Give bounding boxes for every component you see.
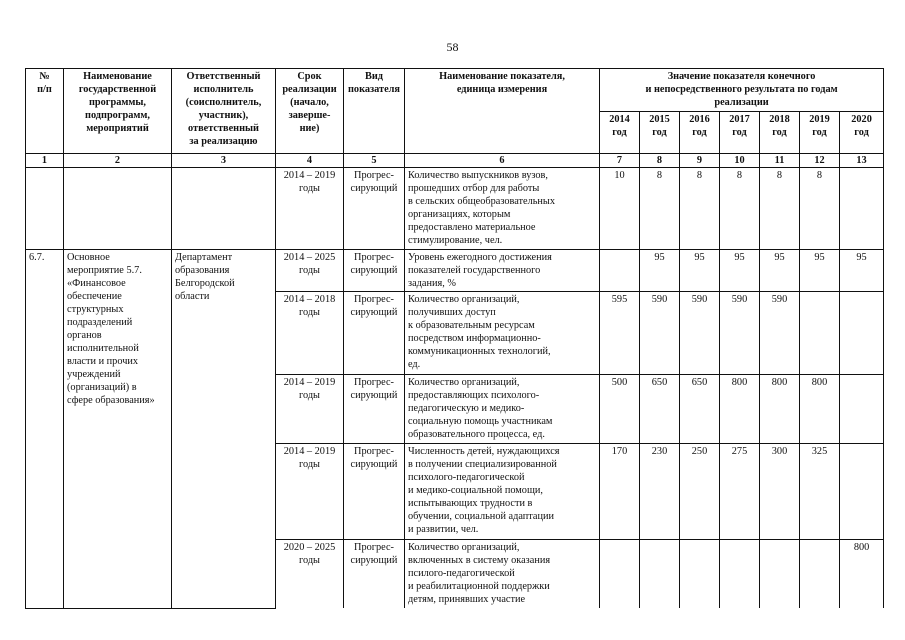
cell-indicator [405, 375, 600, 444]
section-responsible-text: Департамент образования Белгородской области [175, 252, 235, 302]
cell-value: 275 [720, 444, 760, 540]
header-year [600, 112, 640, 154]
column-number: 6 [405, 154, 600, 168]
header-values [600, 69, 884, 112]
cell-value: 800 [840, 540, 884, 609]
column-number: 2 [64, 154, 172, 168]
cell-indicator [405, 540, 600, 609]
cell-value: 800 [800, 375, 840, 444]
section-name [64, 250, 172, 609]
cell-num-empty [26, 168, 64, 250]
cell-type [344, 375, 405, 444]
section-responsible [172, 250, 276, 609]
cell-period [276, 292, 344, 375]
cell-value: 300 [760, 444, 800, 540]
cell-value: 325 [800, 444, 840, 540]
header-indicator-text: Наименование показателя, единица измерения [439, 71, 565, 95]
cell-value: 650 [680, 375, 720, 444]
cell-period [276, 168, 344, 250]
header-indicator [405, 69, 600, 154]
header-year [760, 112, 800, 154]
cell-indicator [405, 168, 600, 250]
column-number: 11 [760, 154, 800, 168]
cell-indicator-text: Количество организаций, включенных в систему оказания псилого-педагогической и реабилитационной поддержки детям, принявших участие [408, 542, 551, 605]
cell-value: 8 [760, 168, 800, 250]
header-year [720, 112, 760, 154]
cell-value: 590 [720, 292, 760, 375]
cell-indicator-text: Количество организаций, получивших доступ к образовательным ресурсам посредством информационно- коммуникационных технологий, ед. [408, 294, 551, 370]
table-row [26, 250, 884, 292]
cell-value [800, 540, 840, 609]
header-year [800, 112, 840, 154]
cell-value [840, 292, 884, 375]
cell-value [680, 540, 720, 609]
cell-value [800, 292, 840, 375]
cell-value: 590 [640, 292, 680, 375]
cell-value: 95 [760, 250, 800, 292]
cell-period-text: 2014 – 2025 годы [283, 252, 336, 276]
cell-value: 800 [760, 375, 800, 444]
cell-value: 650 [640, 375, 680, 444]
header-type [344, 69, 405, 154]
cell-name-empty [64, 168, 172, 250]
section-num [26, 250, 64, 609]
cell-value: 230 [640, 444, 680, 540]
cell-value: 170 [600, 444, 640, 540]
cell-indicator [405, 292, 600, 375]
column-number: 4 [276, 154, 344, 168]
column-number: 3 [172, 154, 276, 168]
cell-indicator-text: Количество выпускников вузов, прошедших отбор для работы в сельских общеобразовательных организациях, которым предоставлено материальное стимулирование, чел. [408, 170, 556, 246]
cell-value: 500 [600, 375, 640, 444]
header-values-text: Значение показателя конечного и непосредственного результата по годам реализации [645, 71, 838, 108]
cell-value: 8 [720, 168, 760, 250]
cell-type-text: Прогрес- сирующий [350, 294, 398, 318]
cell-type [344, 292, 405, 375]
cell-type-text: Прогрес- сирующий [350, 377, 398, 401]
cell-value [840, 375, 884, 444]
cell-value: 590 [760, 292, 800, 375]
header-year-text: 2019 год [809, 114, 830, 138]
cell-period [276, 250, 344, 292]
column-number: 9 [680, 154, 720, 168]
column-number: 5 [344, 154, 405, 168]
cell-value: 8 [800, 168, 840, 250]
cell-period [276, 540, 344, 609]
cell-period-text: 2014 – 2019 годы [283, 377, 336, 401]
column-numbers-row [26, 154, 884, 168]
cell-responsible-empty [172, 168, 276, 250]
cell-indicator [405, 250, 600, 292]
header-row [26, 69, 884, 112]
cell-period-text: 2020 – 2025 годы [283, 542, 336, 566]
column-number: 13 [840, 154, 884, 168]
cell-type-text: Прогрес- сирующий [350, 170, 398, 194]
cell-period [276, 375, 344, 444]
column-number: 1 [26, 154, 64, 168]
section-name-text: Основное мероприятие 5.7. «Финансовое обеспечение структурных подразделений органов исполнительной власти и прочих учреждений (организаций) в сфере образования» [67, 252, 155, 406]
cell-value: 95 [680, 250, 720, 292]
header-responsible-text: Ответственный исполнитель (соисполнитель, участник), ответственный за реализацию [185, 71, 262, 147]
cell-type-text: Прогрес- сирующий [350, 542, 398, 566]
cell-type [344, 250, 405, 292]
column-number: 10 [720, 154, 760, 168]
header-year [840, 112, 884, 154]
page-number: 58 [446, 40, 459, 54]
header-name-text: Наименование государственной программы, подпрограмм, мероприятий [78, 71, 157, 134]
header-year [680, 112, 720, 154]
cell-type-text: Прогрес- сирующий [350, 446, 398, 470]
cell-value [640, 540, 680, 609]
cell-value [840, 444, 884, 540]
header-period-text: Срок реализации (начало, заверше- ние) [282, 71, 337, 134]
cell-value: 8 [640, 168, 680, 250]
table-row [26, 168, 884, 250]
cell-type-text: Прогрес- сирующий [350, 252, 398, 276]
header-year-text: 2014 год [609, 114, 630, 138]
cell-value: 590 [680, 292, 720, 375]
cell-period-text: 2014 – 2019 годы [283, 170, 336, 194]
cell-value: 95 [640, 250, 680, 292]
cell-value: 8 [680, 168, 720, 250]
cell-indicator-text: Уровень ежегодного достижения показателей государственного задания, % [408, 252, 552, 289]
header-year-text: 2015 год [649, 114, 670, 138]
cell-value: 800 [720, 375, 760, 444]
header-year-text: 2018 год [769, 114, 790, 138]
cell-type [344, 444, 405, 540]
header-responsible [172, 69, 276, 154]
cell-indicator [405, 444, 600, 540]
cell-value: 10 [600, 168, 640, 250]
cell-value: 95 [840, 250, 884, 292]
header-year-text: 2016 год [689, 114, 710, 138]
indicators-table [25, 68, 884, 609]
cell-value [600, 250, 640, 292]
header-num [26, 69, 64, 154]
cell-value [760, 540, 800, 609]
header-year-text: 2020 год [851, 114, 872, 138]
column-number: 12 [800, 154, 840, 168]
cell-value: 95 [800, 250, 840, 292]
column-number: 7 [600, 154, 640, 168]
cell-value [600, 540, 640, 609]
cell-period [276, 444, 344, 540]
cell-period-text: 2014 – 2019 годы [283, 446, 336, 470]
header-type-text: Вид показателя [347, 71, 400, 95]
cell-type [344, 540, 405, 609]
cell-value: 595 [600, 292, 640, 375]
cell-indicator-text: Количество организаций, предоставляющих психолого- педагогическую и медико- социальную помощь участникам образовательного процесса, ед. [408, 377, 553, 440]
column-number: 8 [640, 154, 680, 168]
header-num-text: № п/п [37, 71, 52, 95]
cell-value: 95 [720, 250, 760, 292]
cell-indicator-text: Численность детей, нуждающихся в получении специализированной психолого-педагогической и медико-социальной помощи, испытывающих трудности в обучении, социальной адаптации и развитии, чел. [408, 446, 560, 535]
cell-value [720, 540, 760, 609]
cell-value [840, 168, 884, 250]
header-name [64, 69, 172, 154]
section-num-text: 6.7. [29, 252, 45, 263]
header-year [640, 112, 680, 154]
cell-period-text: 2014 – 2018 годы [283, 294, 336, 318]
header-year-text: 2017 год [729, 114, 750, 138]
cell-type [344, 168, 405, 250]
header-period [276, 69, 344, 154]
cell-value: 250 [680, 444, 720, 540]
